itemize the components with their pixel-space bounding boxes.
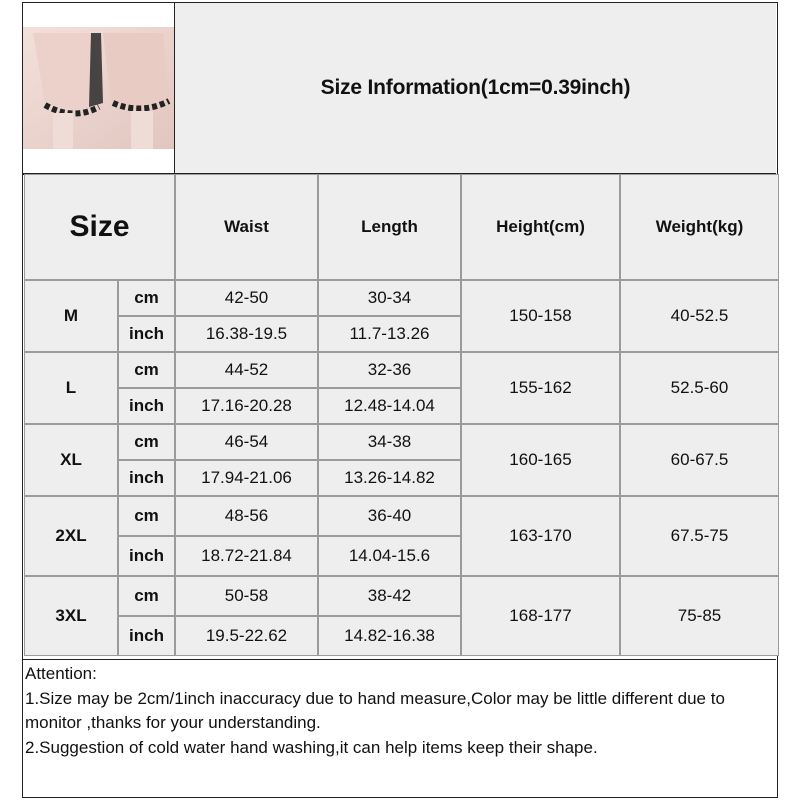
height-value: 150-158 [462,281,619,351]
length-inch: 14.04-15.6 [319,537,460,575]
size-label: XL [25,425,117,495]
product-photo [23,3,175,173]
unit-inch: inch [119,617,174,655]
table-row [25,353,778,387]
waist-cm: 44-52 [176,353,317,387]
waist-cm: 50-58 [176,577,317,615]
weight-value: 60-67.5 [621,425,778,495]
shorts-photo-icon [23,3,175,173]
height-value: 155-162 [462,353,619,423]
weight-value: 75-85 [621,577,778,655]
waist-header: Waist [176,175,317,279]
unit-inch: inch [119,389,174,423]
table-row [25,497,778,535]
attention-notes [23,659,776,762]
unit-cm: cm [119,497,174,535]
length-inch: 12.48-14.04 [319,389,460,423]
length-cm: 36-40 [319,497,460,535]
unit-inch: inch [119,317,174,351]
weight-value: 52.5-60 [621,353,778,423]
waist-inch: 16.38-19.5 [176,317,317,351]
waist-inch: 18.72-21.84 [176,537,317,575]
chart-title: Size Information(1cm=0.39inch) [175,3,776,173]
size-label: 2XL [25,497,117,575]
length-inch: 14.82-16.38 [319,617,460,655]
unit-cm: cm [119,425,174,459]
waist-cm: 48-56 [176,497,317,535]
length-cm: 38-42 [319,577,460,615]
length-cm: 32-36 [319,353,460,387]
height-header: Height(cm) [462,175,619,279]
weight-value: 67.5-75 [621,497,778,575]
size-label: M [25,281,117,351]
waist-cm: 46-54 [176,425,317,459]
notes-heading: Attention: [25,664,97,683]
weight-header: Weight(kg) [621,175,778,279]
length-cm: 34-38 [319,425,460,459]
size-table [23,173,780,657]
size-label: 3XL [25,577,117,655]
size-label: L [25,353,117,423]
length-inch: 11.7-13.26 [319,317,460,351]
height-value: 160-165 [462,425,619,495]
unit-inch: inch [119,461,174,495]
weight-value: 40-52.5 [621,281,778,351]
header-area [23,3,776,173]
note-line-2: 2.Suggestion of cold water hand washing,it can help items keep their shape. [25,737,598,757]
table-row [25,425,778,459]
header-row [25,175,778,279]
unit-inch: inch [119,537,174,575]
size-header: Size [25,175,174,279]
unit-cm: cm [119,577,174,615]
length-inch: 13.26-14.82 [319,461,460,495]
waist-inch: 17.94-21.06 [176,461,317,495]
note-line-1: 1.Size may be 2cm/1inch inaccuracy due to hand measure,Color may be little different due to monitor ,thanks for your understanding. [25,688,725,732]
waist-inch: 17.16-20.28 [176,389,317,423]
waist-cm: 42-50 [176,281,317,315]
height-value: 163-170 [462,497,619,575]
length-cm: 30-34 [319,281,460,315]
waist-inch: 19.5-22.62 [176,617,317,655]
table-row [25,281,778,315]
size-chart-sheet [22,2,778,798]
table-row [25,577,778,615]
height-value: 168-177 [462,577,619,655]
length-header: Length [319,175,460,279]
unit-cm: cm [119,281,174,315]
unit-cm: cm [119,353,174,387]
